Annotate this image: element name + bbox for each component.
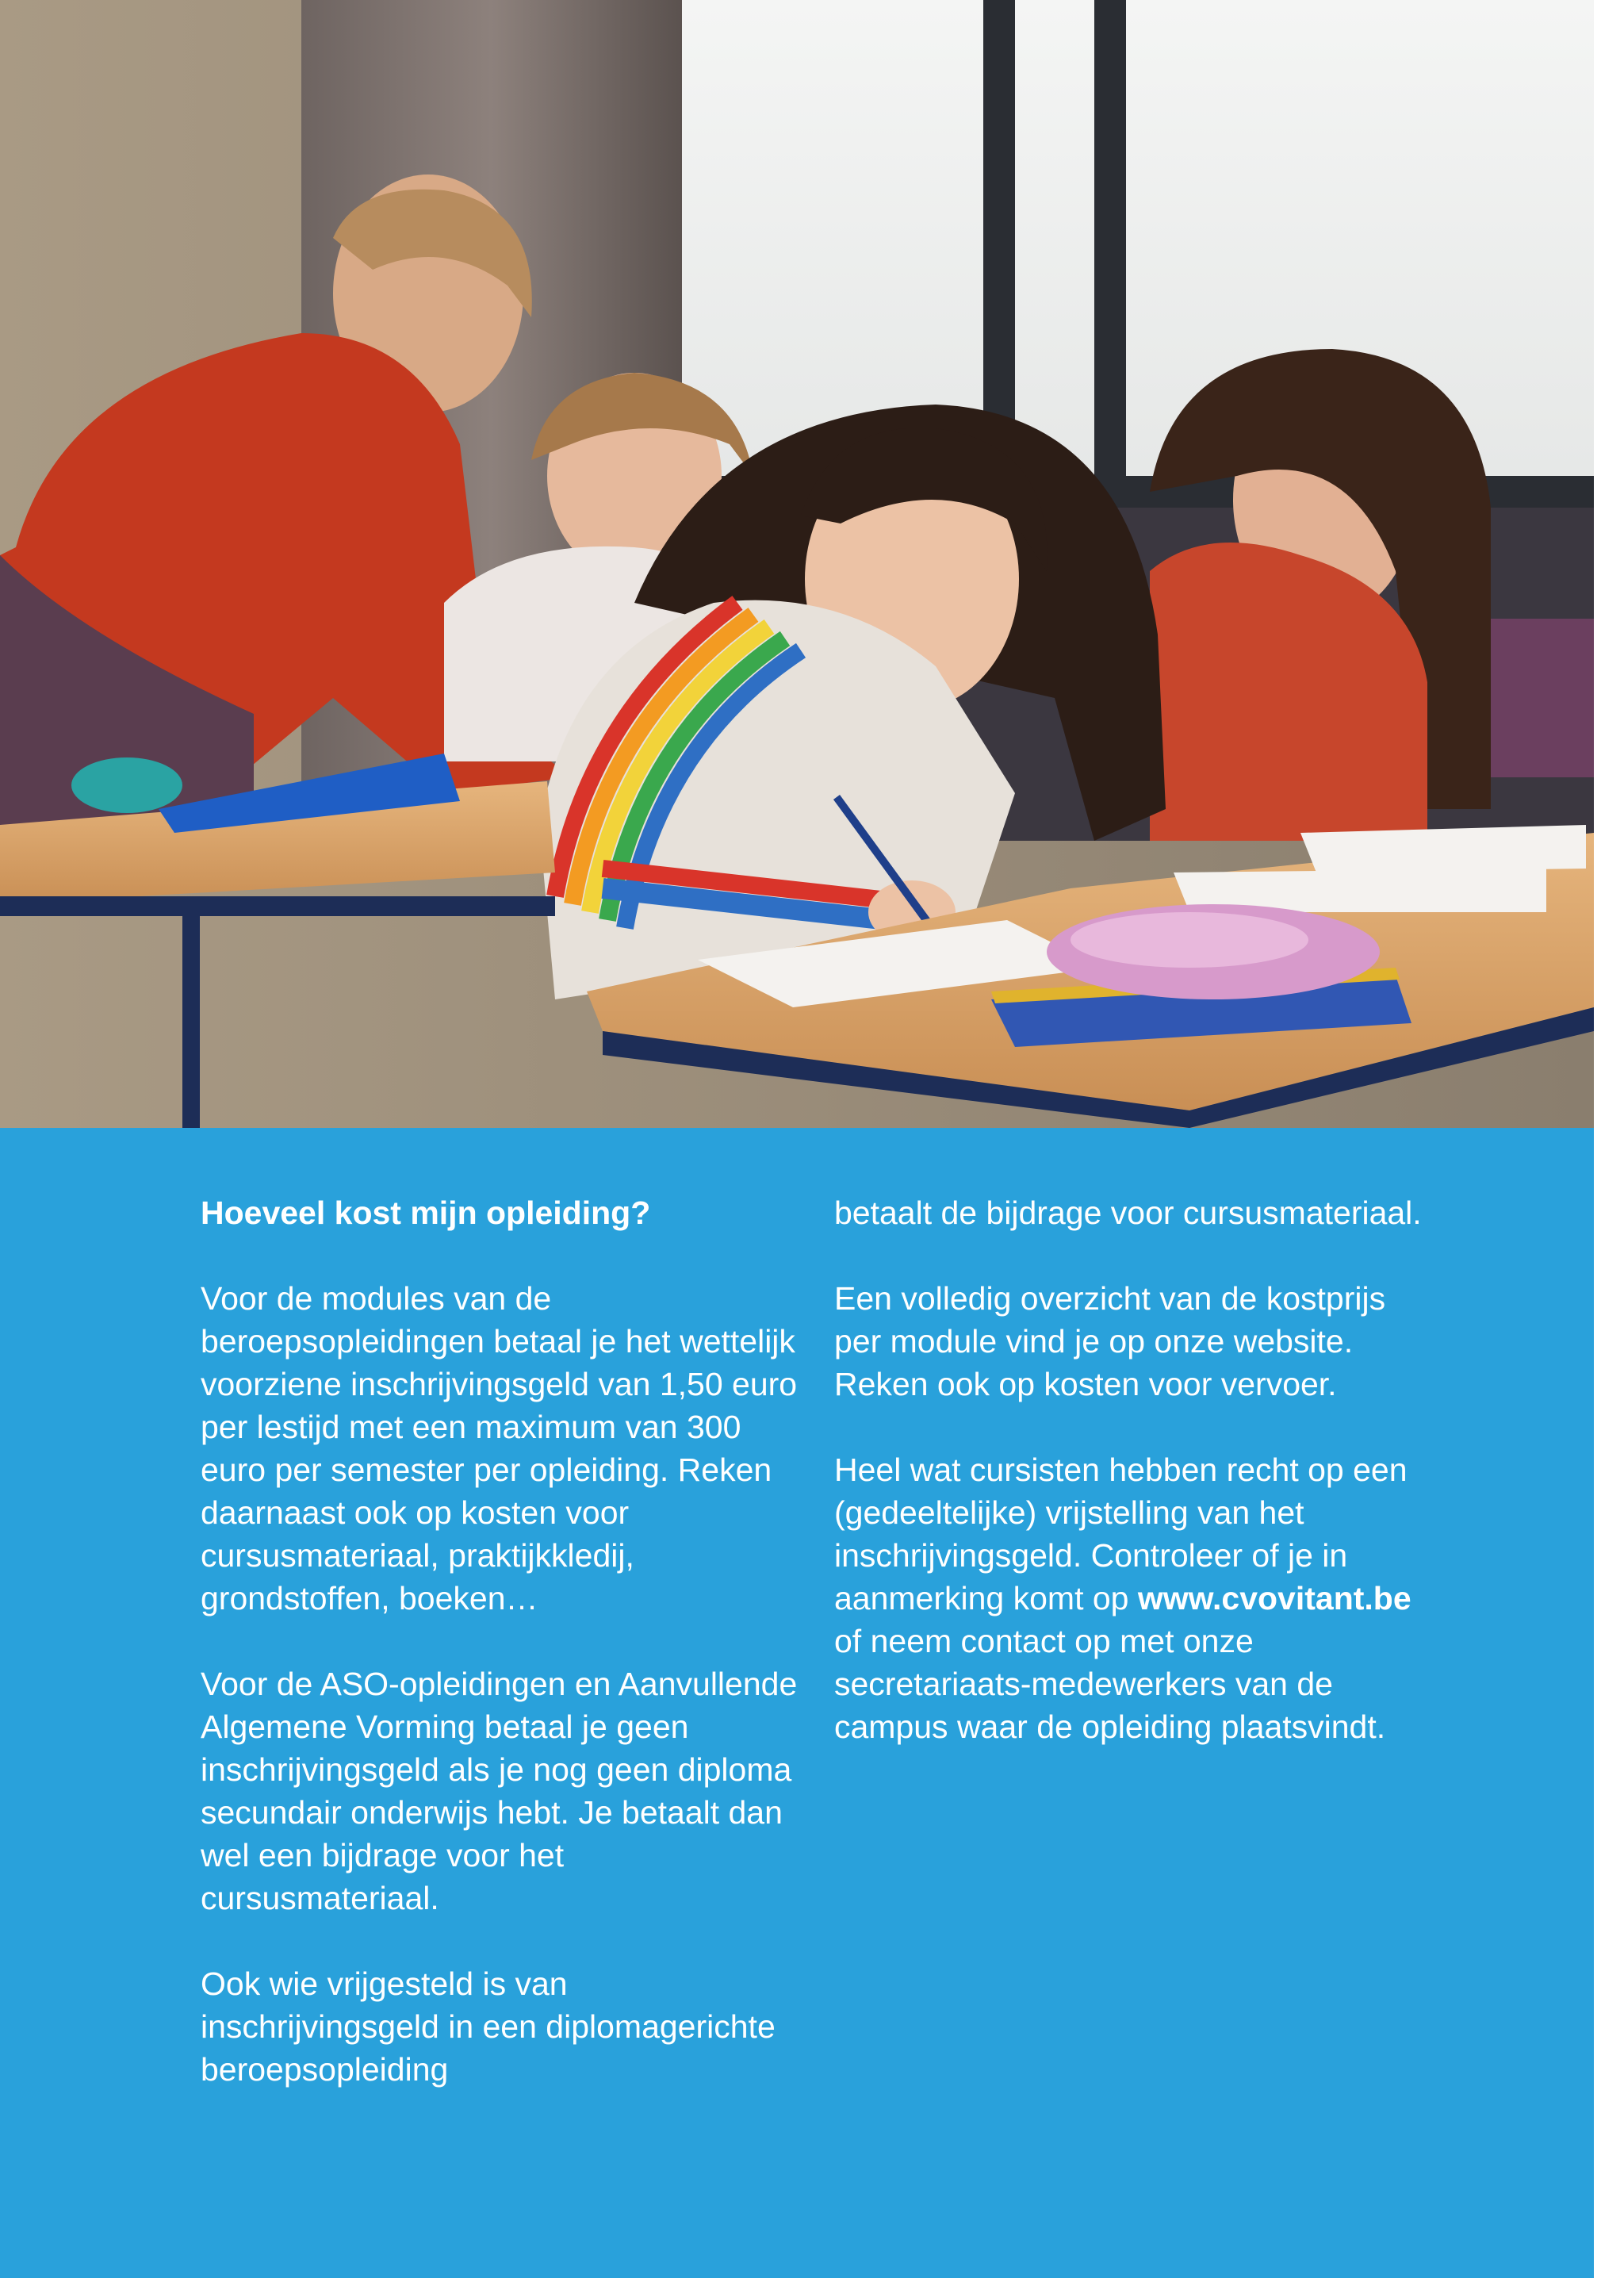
classroom-photo	[0, 0, 1594, 1128]
paragraph-aso-fees: Voor de ASO-opleidingen en Aanvullende Algemene Vorming betaal je geen inschrijvingsgeld als je nog geen diploma secundair onderwijs hebt. Je betaalt dan wel een bijdrage voor het cursusmateriaal.	[201, 1666, 798, 1916]
exemption-text-before: Heel wat cursisten hebben recht op een (gedeeltelijke) vrijstelling van het inschrijvingsgeld. Controleer of je in aanmerking komt op	[834, 1452, 1408, 1616]
paragraph-vocational-fees: Voor de modules van de beroepsopleidingen betaal je het wettelijk voorziene inschrijvingsgeld van 1,50 euro per lestijd met een maximum van 300 euro per semester per opleiding. Reken daarnaast ook op kosten voor cursusmateriaal, praktijkkledij, grondstoffen, boeken…	[201, 1280, 798, 1616]
right-column	[834, 1191, 1437, 1791]
paragraph-exemption-end: betaalt de bijdrage voor cursusmateriaal.	[834, 1195, 1422, 1231]
paragraph-exemption-check	[834, 1448, 1437, 1748]
page-heading: Hoeveel kost mijn opleiding?	[201, 1195, 651, 1231]
classroom-photo-graphic	[0, 0, 1594, 1128]
paragraph-overview: Een volledig overzicht van de kostprijs per module vind je op onze website. Reken ook op kosten voor vervoer.	[834, 1280, 1386, 1402]
exemption-text-after: of neem contact op met onze secretariaats-medewerkers van de campus waar de opleiding plaatsvindt.	[834, 1623, 1386, 1745]
left-column	[201, 1191, 803, 2134]
text-panel	[0, 1128, 1594, 2278]
website-link[interactable]: www.cvovitant.be	[1137, 1580, 1411, 1616]
paragraph-exemption-start: Ook wie vrijgesteld is van inschrijvingsgeld in een diplomagerichte beroepsopleiding	[201, 1965, 776, 2088]
